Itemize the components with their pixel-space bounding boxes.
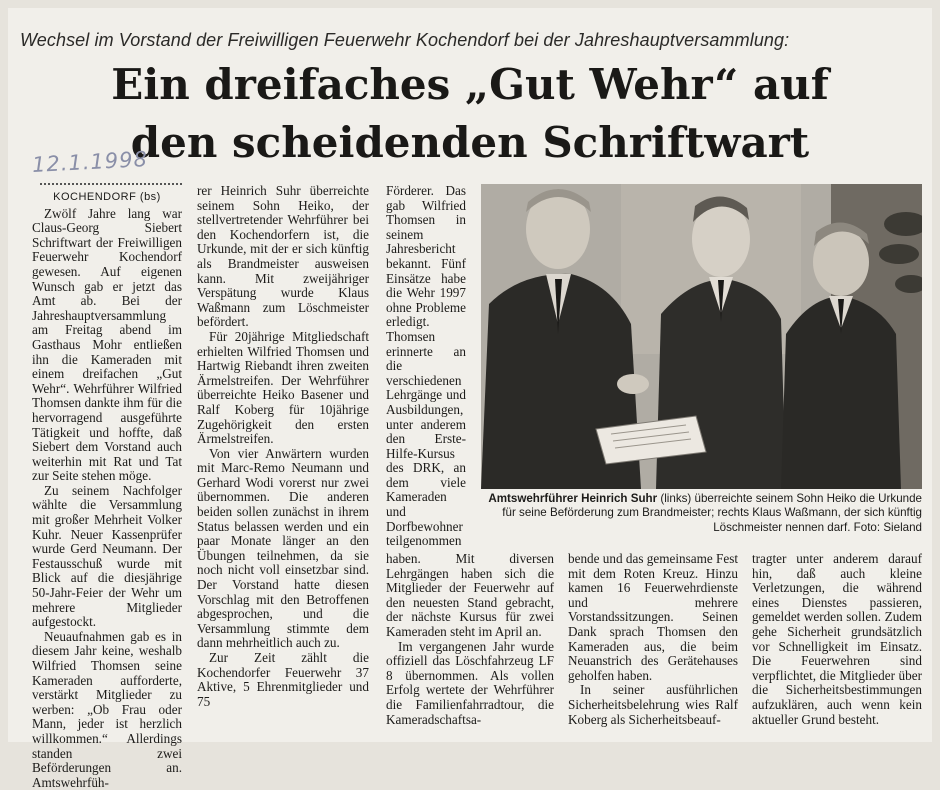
text-column-2	[197, 184, 369, 709]
paragraph: In seiner ausführlichen Sicherheitsbelehrung wies Ralf Koberg als Sicherheitsbeauf-	[568, 682, 738, 727]
dotted-rule	[40, 183, 182, 185]
paragraph: Zur Zeit zählt die Kochendorfer Feuerwehr 37 Aktive, 5 Ehrenmitglieder und 75	[197, 650, 369, 709]
photo-caption	[481, 492, 922, 535]
paragraph: Zu seinem Nachfolger wählte die Versammlung mit großer Mehrheit Volker Kuhr. Neuer Kassenprüfer wurde Gerd Neumann. Der Festausschuß wurde mit Blick auf die diesjährige 50-Jahr-Feier der Wehr um mehrere Mitglieder aufgestockt.	[32, 482, 182, 630]
paragraph: Förderer. Das gab Wilfried Thomsen in seinem Jahresbericht bekannt. Fünf Einsätze habe die Wehr 1997 ohne Probleme erledigt. Thomsen erinnerte an die verschiedenen Lehrgänge und Ausbildungen, unter anderem den Erste-Hilfe-Kursus des DRK, an dem viele Kameraden und Dorfbewohner teilgenommen	[386, 183, 466, 549]
article-kicker: Wechsel im Vorstand der Freiwilligen Feuerwehr Kochendorf bei der Jahreshauptversammlung:	[20, 30, 790, 50]
news-photo	[481, 184, 922, 489]
text-column-3-lower	[386, 552, 554, 727]
text-column-3	[386, 184, 466, 549]
paragraph: Von vier Anwärtern wurden mit Marc-Remo Neumann und Gerhard Wodi vorerst nur zwei übernommen. Die anderen beiden sollen zunächst in ihrem Status belassen werden und ein paar Monate länger an den Übungen teilnehmen, da sie noch nicht voll einsetzbar sind. Der Vorstand hatte diesen Vorschlag mit den Betroffenen abgesprochen, und die Versammlung stimmte dem dann mehrheitlich auch zu.	[197, 445, 369, 651]
paragraph: Neuaufnahmen gab es in diesem Jahr keine, weshalb Wilfried Thomsen seine Kameraden aufforderte, verstärkt Mitglieder zu werben: „Ob Frau oder Mann, jeder ist herzlich willkommen.“ Allerdings standen zwei Beförderungen an. Amtswehrfüh-	[32, 628, 182, 790]
article-headline	[60, 56, 880, 172]
headline-line-2: den scheidenden Schriftwart	[130, 118, 810, 167]
paragraph: bende und das gemeinsame Fest mit dem Roten Kreuz. Hinzu kamen 16 Feuerwehrdienste und mehrere Vorstandssitzungen. Seinen Dank sprach Thomsen den Kameraden aus, die beim Neuanstrich des Gerätehauses geholfen haben.	[568, 551, 738, 683]
paragraph: tragter unter anderem darauf hin, daß auch kleine Verletzungen, die während eines Dienstes passieren, gemeldet werden sollen. Zudem gehe Sicherheit grundsätzlich vor Schnelligkeit im Einsatz. Die Feuerwehren sind verpflichtet, die Mitglieder über die Sicherheitsbestimmungen aufzuklären, auch wenn kein aktueller Grund besteht.	[752, 551, 922, 727]
paragraph: Für 20jährige Mitgliedschaft erhielten Wilfried Thomsen und Hartwig Riebandt ihren zweiten Ärmelstreifen. Der Wehrführer überreichte Heiko Basener und Ralf Koberg für 10jährige Zugehörigkeit den ersten Ärmelstreifen.	[197, 328, 369, 447]
text-column-1	[32, 190, 182, 790]
caption-text: (links) überreichte seinem Sohn Heiko die Urkunde für seine Beförderung zum Brandmeister; rechts Klaus Waßmann, der sich künftig Löschmeister nennen darf. Foto: Sieland	[502, 492, 922, 534]
photo-illustration	[481, 184, 922, 489]
paragraph: haben. Mit diversen Lehrgängen haben sich die Mitglieder der Feuerwehr auf den neuesten Stand gebracht, der nächste Kursus für zwei Kameraden steht im April an.	[386, 551, 554, 639]
paragraph: Im vergangenen Jahr wurde offiziell das Löschfahrzeug LF 8 übernommen. Als vollen Erfolg wertete der Wehrführer die Familienfahrradtour, die Kameradschaftsa-	[386, 638, 554, 727]
caption-bold: Amtswehrführer Heinrich Suhr	[488, 492, 658, 505]
handwritten-date: 12.1.1998	[31, 146, 149, 178]
paragraph: rer Heinrich Suhr überreichte seinem Sohn Heiko, der stellvertretender Wehrführer bei den Kochendorfern ist, die Urkunde, mit der er sich künftig als Brandmeister ausweisen kann. Mit zweijähriger Verspätung wurde Klaus Waßmann zum Löschmeister befördert.	[197, 183, 369, 330]
paragraph: Zwölf Jahre lang war Claus-Georg Siebert Schriftwart der Freiwilligen Feuerwehr Kochendorf gewesen. Auf eigenen Wunsch gab er jetzt das Amt ab. Bei der Jahreshauptversammlung am Freitag abend im Gasthaus Mohr entließen ihn die Kameraden mit einem dreifachen „Gut Wehr“. Wehrführer Wilfried Thomsen dankte ihm für die hervorragend ausgeführte Tätigkeit und hoffte, daß Siebert dem Vorstand auch weiterhin mit Rat und Tat zur Seite stehen möge.	[32, 205, 182, 484]
dateline: KOCHENDORF (bs)	[53, 191, 161, 203]
headline-line-1: Ein dreifaches „Gut Wehr“ auf	[111, 60, 829, 109]
text-column-5	[752, 552, 922, 727]
text-column-4	[568, 552, 738, 727]
